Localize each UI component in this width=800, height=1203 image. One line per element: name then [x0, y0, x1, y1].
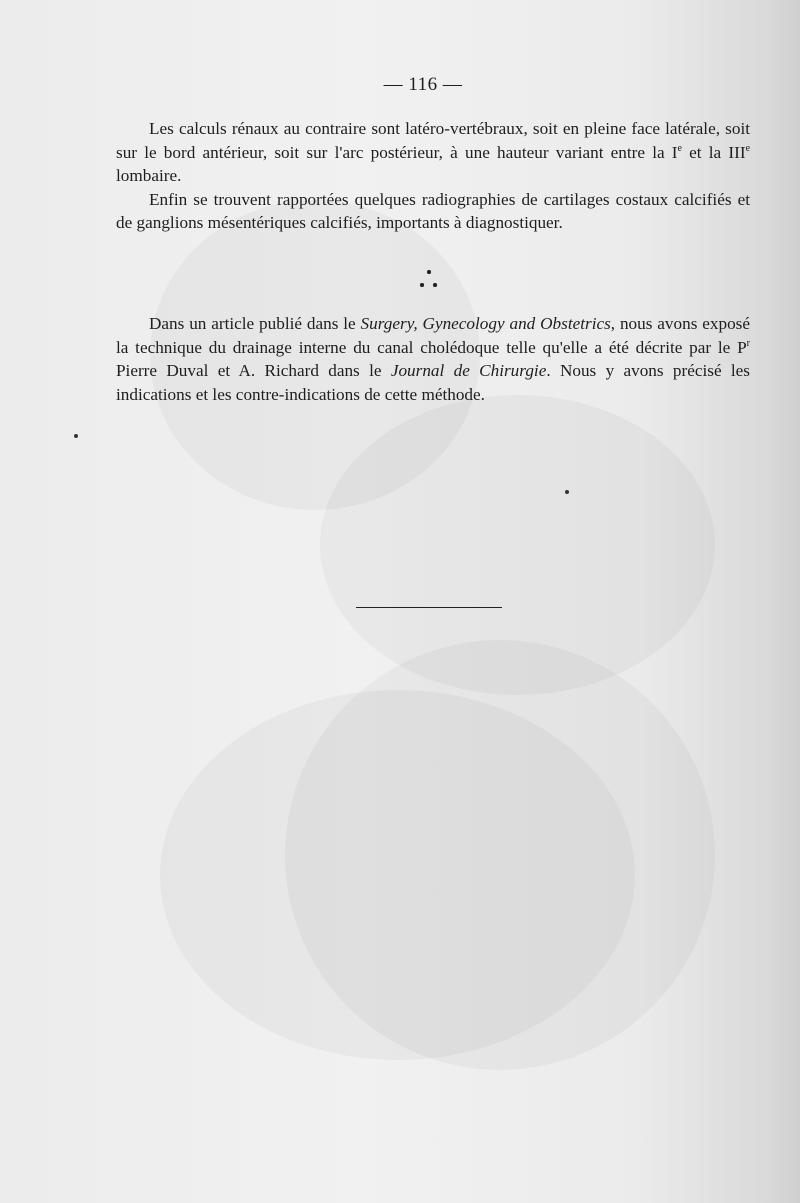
show-through-shadow: [160, 690, 635, 1060]
page-number: — 116 —: [383, 74, 463, 95]
section-separator-asterism: [415, 268, 445, 292]
text-section-2: [116, 312, 750, 406]
text-section-1: [116, 117, 750, 235]
journal-title: Journal de Chirurgie: [390, 361, 547, 380]
paragraph-radiographies: Enfin se trouvent rapportées quelques radiographies de cartilages costaux calcifiés et de ganglions mésentériques calcifiés, importants à diagnostiquer.: [116, 189, 750, 232]
ink-speck: [565, 490, 569, 494]
end-rule: [356, 607, 502, 608]
journal-title: Surgery, Gynecology and Obstetrics: [360, 314, 611, 333]
paragraph-article: Dans un article publié dans le Surgery, Gynecology and Obstetrics, nous avons exposé la technique du drainage interne du canal cholédoque telle qu'elle a été décrite par le $P^r$ Pierre Duval et A. Richard dans le Journal de Chirurgie. Nous y avons précisé les indications et les contre-indications de cette méthode.: [116, 314, 750, 404]
paragraph-renal-calculi: Les calculs rénaux au contraire sont latéro-vertébraux, soit en pleine face latérale, soit sur le bord antérieur, soit sur l'arc postérieur, à une hauteur variant entre la Ie et la IIIe lombaire.: [116, 119, 751, 185]
ink-speck: [74, 434, 78, 438]
